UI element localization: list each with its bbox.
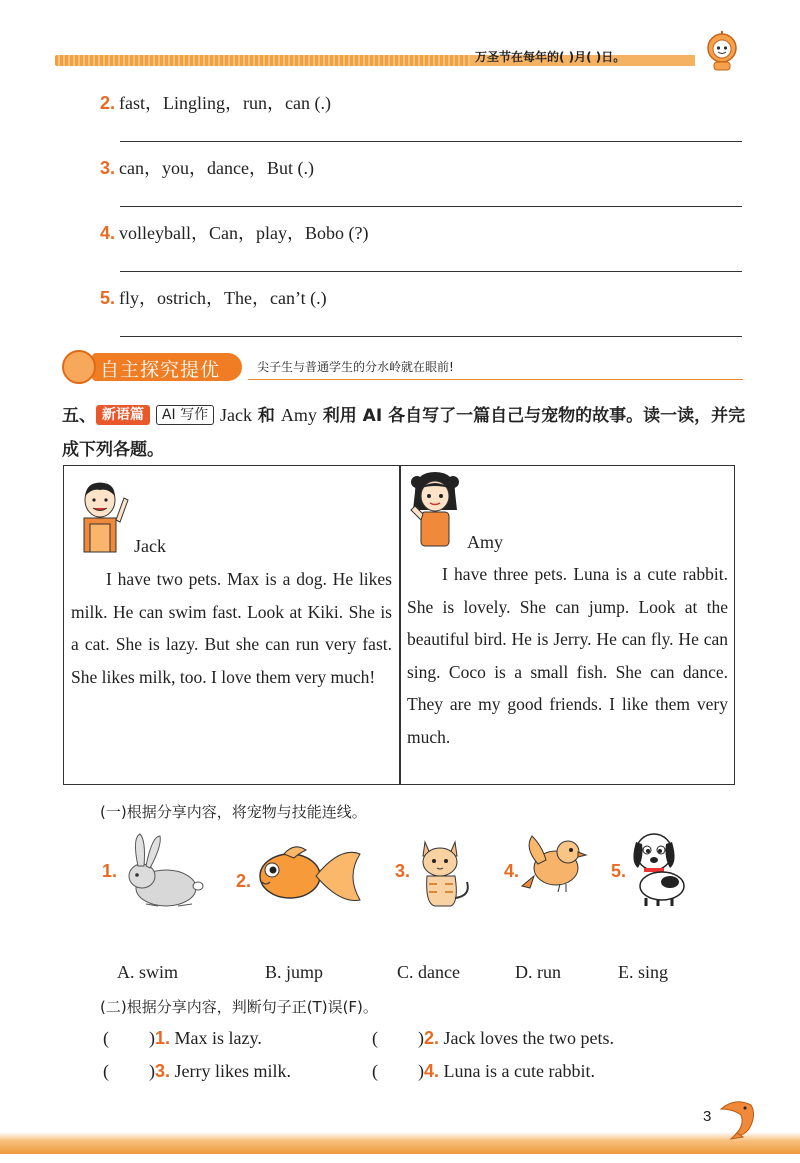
answer-line-3[interactable]	[120, 206, 742, 207]
dog-icon[interactable]	[628, 828, 692, 908]
jack-name: Jack	[134, 536, 166, 556]
page-number: 3	[703, 1108, 712, 1125]
answer-line-2[interactable]	[120, 141, 742, 142]
section-rule	[248, 379, 743, 380]
dolphin-icon	[715, 1095, 760, 1140]
question-4: 4. volleyball，Can，play，Bobo (?)	[100, 223, 369, 243]
tf-item-4: ( )4. Luna is a cute rabbit.	[372, 1061, 595, 1081]
cat-icon[interactable]	[415, 832, 475, 910]
rabbit-icon[interactable]	[118, 830, 210, 910]
option-d: D. run	[515, 962, 561, 982]
answer-blank[interactable]: ( )	[372, 1028, 424, 1048]
tf-item-3: ( )3. Jerry likes milk.	[103, 1061, 291, 1081]
option-a: A. swim	[117, 962, 179, 982]
question-2: 2. fast，Lingling，run，can (.)	[100, 93, 331, 113]
answer-line-4[interactable]	[120, 271, 742, 272]
pet-number-3: 3.	[395, 861, 411, 881]
tf-item-2: ( )2. Jack loves the two pets.	[372, 1028, 614, 1048]
amy-name: Amy	[467, 532, 503, 552]
section-subtitle: 尖子生与普通学生的分水岭就在眼前!	[257, 360, 454, 374]
robot-mascot-icon	[702, 30, 742, 72]
option-c: C. dance	[397, 962, 460, 982]
goldfish-icon[interactable]	[254, 840, 366, 910]
option-b: B. jump	[265, 962, 324, 982]
new-text-tag: 新语篇	[96, 405, 150, 425]
question-5: 5. fly，ostrich，The，can’t (.)	[100, 288, 327, 308]
amy-avatar-icon	[405, 470, 465, 550]
fish-badge-icon	[62, 350, 96, 384]
pet-number-5: 5.	[611, 861, 627, 881]
jack-avatar-icon	[72, 478, 132, 554]
footer-band	[0, 1132, 800, 1154]
bird-icon[interactable]	[520, 828, 588, 896]
answer-blank[interactable]: ( )	[103, 1061, 155, 1081]
task-prompt: 五、 新语篇 AI 写作 Jack 和 Amy 利用 AI 各自写了一篇自己与宠物的故事。读一读，并完成下列各题。	[62, 405, 746, 460]
header-note: 万圣节在每年的( )月( )日。	[475, 50, 626, 64]
pet-number-1: 1.	[102, 861, 118, 881]
jack-story-text: I have two pets. Max is a dog. He likes milk. He can swim fast. Look at Kiki. She is a cat. She is lazy. But she can run very fast. She likes milk, too. I love them very much!	[71, 569, 392, 687]
ai-writing-tag: AI 写作	[156, 405, 214, 425]
pet-number-4: 4.	[504, 861, 520, 881]
answer-blank[interactable]: ( )	[103, 1028, 155, 1048]
part1-instruction: (一)根据分享内容，将宠物与技能连线。	[100, 803, 367, 821]
pet-number-2: 2.	[236, 871, 252, 891]
amy-story-text: I have three pets. Luna is a cute rabbit. She is lovely. She can jump. Look at the beautiful bird. He is Jerry. He can fly. He can sing. Coco is a small fish. She can dance. They are my good friends. I like them very much.	[407, 564, 728, 747]
option-e: E. sing	[618, 962, 669, 982]
answer-blank[interactable]: ( )	[372, 1061, 424, 1081]
question-3: 3. can，you，dance，But (.)	[100, 158, 314, 178]
answer-line-5[interactable]	[120, 336, 742, 337]
tf-item-1: ( )1. Max is lazy.	[103, 1028, 262, 1048]
part2-instruction: (二)根据分享内容，判断句子正(T)误(F)。	[100, 998, 378, 1016]
section-title: 自主探究提优	[100, 359, 221, 381]
story-divider	[399, 465, 401, 785]
